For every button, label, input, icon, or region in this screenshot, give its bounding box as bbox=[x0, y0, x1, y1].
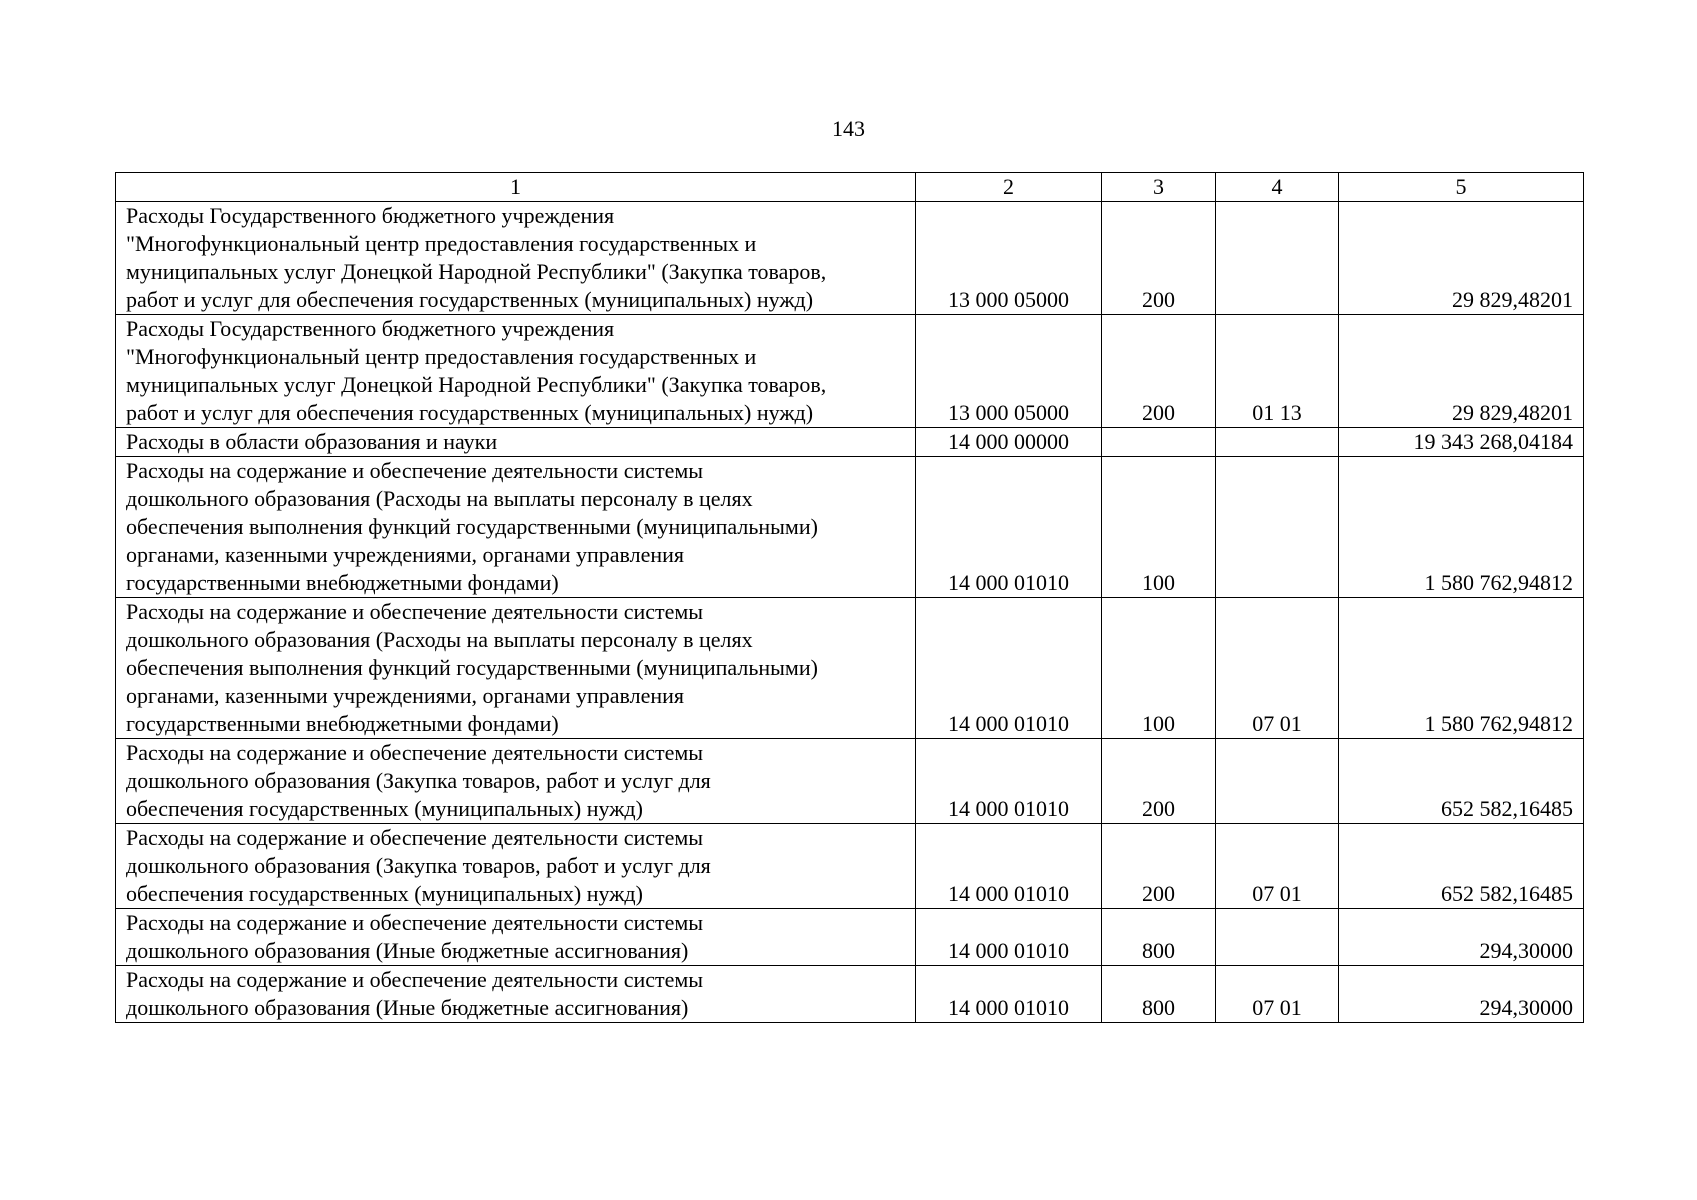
expense-name-line: дошкольного образования (Иные бюджетные ассигнования) bbox=[126, 938, 689, 963]
amount-cell: 294,30000 bbox=[1339, 966, 1584, 1023]
expense-name-cell bbox=[116, 824, 916, 909]
table-row bbox=[116, 739, 1584, 824]
table-row bbox=[116, 598, 1584, 739]
expense-type-cell: 800 bbox=[1102, 909, 1216, 966]
amount-cell: 1 580 762,94812 bbox=[1339, 598, 1584, 739]
expense-type-cell: 200 bbox=[1102, 739, 1216, 824]
expense-name-line: Расходы в области образования и науки bbox=[126, 429, 498, 454]
expense-type-cell: 200 bbox=[1102, 824, 1216, 909]
target-article-code-cell: 14 000 01010 bbox=[916, 966, 1102, 1023]
budget-table bbox=[115, 172, 1584, 1023]
section-subsection-cell bbox=[1216, 909, 1339, 966]
column-header-1: 1 bbox=[116, 173, 916, 202]
amount-cell: 652 582,16485 bbox=[1339, 739, 1584, 824]
expense-type-cell bbox=[1102, 428, 1216, 457]
expense-name-cell bbox=[116, 909, 916, 966]
column-header-5: 5 bbox=[1339, 173, 1584, 202]
expense-name-line: обеспечения государственных (муниципальных) нужд) bbox=[126, 796, 643, 821]
section-subsection-cell: 07 01 bbox=[1216, 824, 1339, 909]
amount-cell: 294,30000 bbox=[1339, 909, 1584, 966]
table-row bbox=[116, 315, 1584, 428]
column-header-3: 3 bbox=[1102, 173, 1216, 202]
expense-name-line: "Многофункциональный центр предоставления государственных и bbox=[126, 231, 757, 256]
expense-name-line: органами, казенными учреждениями, органами управления bbox=[126, 683, 685, 708]
table-row bbox=[116, 428, 1584, 457]
target-article-code-cell: 14 000 01010 bbox=[916, 824, 1102, 909]
expense-name-line: обеспечения государственных (муниципальных) нужд) bbox=[126, 881, 643, 906]
expense-name-line: работ и услуг для обеспечения государственных (муниципальных) нужд) bbox=[126, 400, 814, 425]
budget-table-body bbox=[116, 173, 1584, 1023]
expense-name-cell bbox=[116, 457, 916, 598]
section-subsection-cell: 07 01 bbox=[1216, 598, 1339, 739]
expense-name-cell bbox=[116, 966, 916, 1023]
expense-name-line: Расходы Государственного бюджетного учреждения bbox=[126, 203, 615, 228]
target-article-code-cell: 14 000 00000 bbox=[916, 428, 1102, 457]
expense-name-line: государственными внебюджетными фондами) bbox=[126, 711, 559, 736]
target-article-code-cell: 14 000 01010 bbox=[916, 598, 1102, 739]
amount-cell: 19 343 268,04184 bbox=[1339, 428, 1584, 457]
section-subsection-cell: 01 13 bbox=[1216, 315, 1339, 428]
expense-name-line: муниципальных услуг Донецкой Народной Республики" (Закупка товаров, bbox=[126, 372, 827, 397]
table-row bbox=[116, 824, 1584, 909]
amount-cell: 1 580 762,94812 bbox=[1339, 457, 1584, 598]
column-header-2: 2 bbox=[916, 173, 1102, 202]
section-subsection-cell: 07 01 bbox=[1216, 966, 1339, 1023]
page-number: 143 bbox=[832, 116, 865, 141]
expense-name-line: Расходы на содержание и обеспечение деятельности системы bbox=[126, 458, 704, 483]
expense-name-line: Расходы на содержание и обеспечение деятельности системы bbox=[126, 910, 704, 935]
expense-name-cell bbox=[116, 428, 916, 457]
target-article-code-cell: 14 000 01010 bbox=[916, 909, 1102, 966]
expense-type-cell: 800 bbox=[1102, 966, 1216, 1023]
expense-name-line: Расходы на содержание и обеспечение деятельности системы bbox=[126, 967, 704, 992]
expense-name-cell bbox=[116, 315, 916, 428]
expense-name-line: Расходы на содержание и обеспечение деятельности системы bbox=[126, 740, 704, 765]
target-article-code-cell: 14 000 01010 bbox=[916, 739, 1102, 824]
expense-name-cell bbox=[116, 739, 916, 824]
section-subsection-cell bbox=[1216, 428, 1339, 457]
table-header-row bbox=[116, 173, 1584, 202]
amount-cell: 29 829,48201 bbox=[1339, 202, 1584, 315]
expense-name-line: дошкольного образования (Иные бюджетные ассигнования) bbox=[126, 995, 689, 1020]
section-subsection-cell bbox=[1216, 457, 1339, 598]
section-subsection-cell bbox=[1216, 739, 1339, 824]
expense-name-line: обеспечения выполнения функций государственными (муниципальными) bbox=[126, 514, 818, 539]
table-row bbox=[116, 909, 1584, 966]
amount-cell: 29 829,48201 bbox=[1339, 315, 1584, 428]
expense-name-cell bbox=[116, 598, 916, 739]
expense-name-line: Расходы на содержание и обеспечение деятельности системы bbox=[126, 599, 704, 624]
expense-name-line: муниципальных услуг Донецкой Народной Республики" (Закупка товаров, bbox=[126, 259, 827, 284]
target-article-code-cell: 13 000 05000 bbox=[916, 315, 1102, 428]
section-subsection-cell bbox=[1216, 202, 1339, 315]
expense-type-cell: 200 bbox=[1102, 202, 1216, 315]
expense-name-line: "Многофункциональный центр предоставления государственных и bbox=[126, 344, 757, 369]
table-row bbox=[116, 457, 1584, 598]
column-header-4: 4 bbox=[1216, 173, 1339, 202]
expense-name-line: органами, казенными учреждениями, органами управления bbox=[126, 542, 685, 567]
target-article-code-cell: 13 000 05000 bbox=[916, 202, 1102, 315]
expense-name-line: Расходы на содержание и обеспечение деятельности системы bbox=[126, 825, 704, 850]
target-article-code-cell: 14 000 01010 bbox=[916, 457, 1102, 598]
amount-cell: 652 582,16485 bbox=[1339, 824, 1584, 909]
expense-name-line: государственными внебюджетными фондами) bbox=[126, 570, 559, 595]
expense-name-line: работ и услуг для обеспечения государственных (муниципальных) нужд) bbox=[126, 287, 814, 312]
expense-name-line: дошкольного образования (Расходы на выплаты персоналу в целях bbox=[126, 627, 753, 652]
table-row bbox=[116, 966, 1584, 1023]
expense-type-cell: 100 bbox=[1102, 598, 1216, 739]
expense-name-cell bbox=[116, 202, 916, 315]
expense-name-line: Расходы Государственного бюджетного учреждения bbox=[126, 316, 615, 341]
expense-name-line: дошкольного образования (Закупка товаров, работ и услуг для bbox=[126, 853, 711, 878]
table-row bbox=[116, 202, 1584, 315]
expense-name-line: дошкольного образования (Закупка товаров, работ и услуг для bbox=[126, 768, 711, 793]
expense-name-line: дошкольного образования (Расходы на выплаты персоналу в целях bbox=[126, 486, 753, 511]
expense-type-cell: 100 bbox=[1102, 457, 1216, 598]
expense-name-line: обеспечения выполнения функций государственными (муниципальными) bbox=[126, 655, 818, 680]
expense-type-cell: 200 bbox=[1102, 315, 1216, 428]
